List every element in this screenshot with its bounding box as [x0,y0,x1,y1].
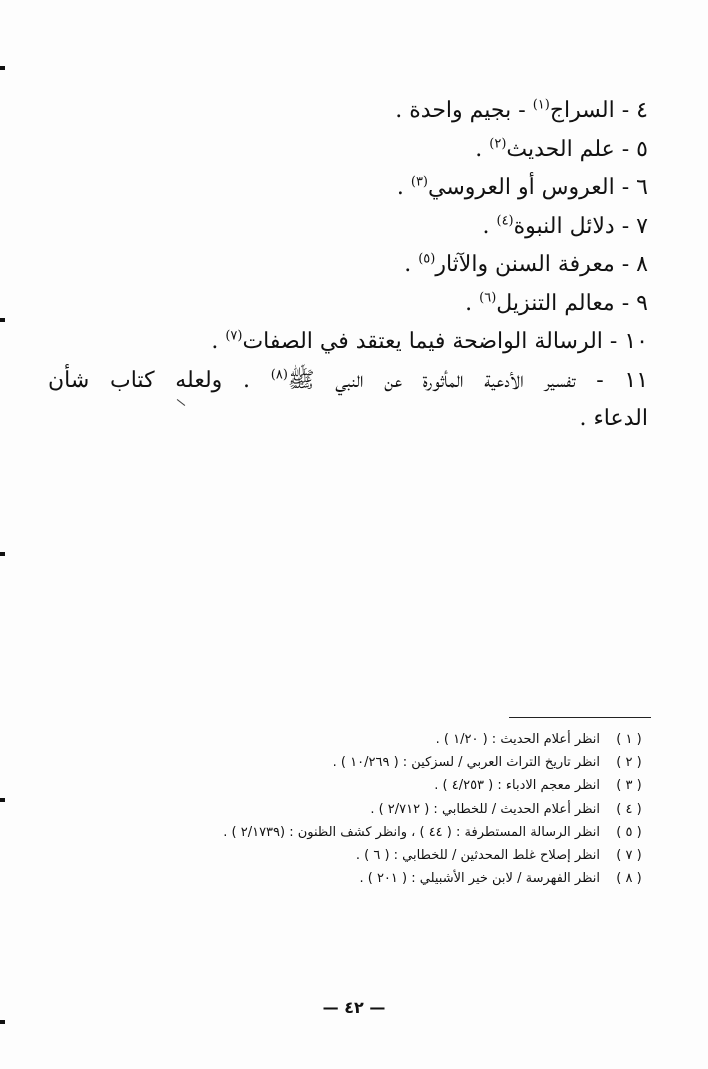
item-tail: . [482,213,490,239]
scan-edge-mark [0,552,5,556]
list-item [48,246,648,285]
footnote-text: انظر إصلاح غلط المحدثين / للخطابي : ( ٦ ) . [355,848,600,864]
item-title: معرفة السنن والآثار [435,252,615,277]
scan-edge-mark [0,318,5,322]
footnote-text: انظر أعلام الحديث : ( ١/٢٠ ) . [435,732,600,747]
list-item [48,362,648,401]
footnote-ref: (٦) [479,290,497,306]
page-number: — ٤٢ — [322,998,386,1017]
footnote-separator [509,717,651,718]
item-title: الرسالة الواضحة فيما يعتقد في الصفات [242,329,603,354]
item-title: معالم التنزيل [496,290,615,316]
item-title: تفسير الأدعية المأثورة عن النبي ﷺ [287,367,576,393]
footnote [66,821,646,844]
footnote [66,844,646,867]
scan-edge-mark [0,66,5,70]
footnote [66,798,646,821]
footnote-marker: ( ٢ ) [616,755,642,771]
item-number: ١٠ - [609,329,648,354]
list-item [48,92,648,131]
footnote-ref: (٨) [270,367,288,383]
item-title: دلائل النبوة [513,213,615,239]
footnote-marker: ( ٨ ) [616,871,642,887]
item-number: ٩ - [621,290,648,316]
item-tail: - بجيم واحدة . [395,98,526,123]
footnote-text: انظر معجم الادباء : ( ٤/٢٥٣ ) . [434,778,600,794]
footnote-marker: ( ١ ) [616,732,642,747]
list-item [48,169,648,208]
footnote-text: انظر الفهرسة / لابن خير الأشبيلي : ( ٢٠١ ) . [359,871,600,887]
footnote-ref: (٧) [225,328,243,344]
item-title: العروس أو العروسي [428,175,615,200]
footnote-ref: (١) [532,97,550,113]
footnote-ref: (٤) [496,213,514,229]
item-number: ٦ - [621,175,648,200]
main-text [48,92,648,439]
item-number: ٨ - [621,252,648,277]
item-number: ١١ - [596,367,649,393]
list-item [48,131,648,170]
item-tail: . [475,136,483,162]
item-title: السراج [549,98,615,123]
list-item [48,285,648,324]
footnote [66,751,646,774]
list-item [48,208,648,247]
item-number: ٧ - [621,213,648,239]
footnote [66,728,646,751]
footnote-marker: ( ٤ ) [616,801,642,817]
footnote-text: انظر تاريخ التراث العربي / لسزكين : ( ١٠/٢٦٩ ) . [332,755,600,771]
item-tail: . [211,329,219,354]
scan-edge-mark [0,1020,5,1024]
item-tail: . ولعله كتاب شأن [48,367,251,393]
item-tail: . [396,175,404,200]
footnote-text: انظر الرسالة المستطرفة : ( ٤٤ ) ، وانظر كشف الظنون : (٢/١٧٣٩ ) . [223,824,600,840]
footnote-ref: (٥) [418,251,436,267]
item-title: علم الحديث [506,136,615,162]
continuation-line: الدعاء . [579,406,648,431]
item-tail: . [404,252,412,277]
scan-edge-mark [0,798,5,802]
footnote-ref: (٣) [410,174,428,190]
footnote [66,774,646,797]
footnote [66,867,646,890]
footnote-ref: (٢) [489,136,507,152]
item-tail: . [465,290,473,316]
list-item [48,323,648,362]
item-number: ٥ - [621,136,648,162]
footnote-marker: ( ٧ ) [616,848,642,864]
footnote-marker: ( ٥ ) [616,824,642,840]
footnotes [66,728,646,890]
footnote-marker: ( ٣ ) [616,778,642,794]
item-number: ٤ - [621,98,648,123]
footnote-text: انظر أعلام الحديث / للخطابي : ( ٢/٧١٢ ) . [370,801,600,817]
